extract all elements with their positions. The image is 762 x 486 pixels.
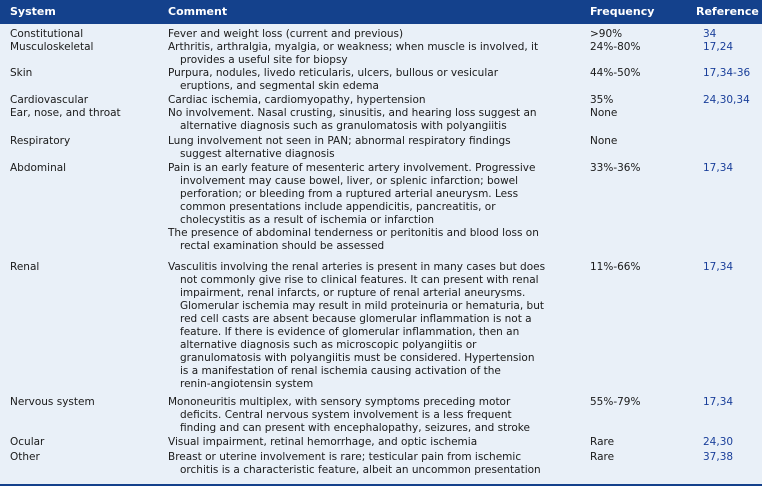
comment-line: orchitis is a characteristic feature, albeit an uncommon presentation: [180, 464, 541, 476]
reference-link[interactable]: 34: [703, 28, 717, 40]
comment-line: Vasculitis involving the renal arteries is present in many cases but does: [168, 261, 546, 273]
col-header-comment: Comment: [168, 5, 228, 18]
comment-line: feature. If there is evidence of glomerular inflammation, then an: [180, 326, 520, 338]
comment-line: Lung involvement not seen in PAN; abnormal respiratory findings: [168, 135, 511, 147]
comment-line: eruptions, and segmental skin edema: [180, 80, 379, 92]
comment-line: No involvement. Nasal crusting, sinusitis, and hearing loss suggest an: [168, 107, 537, 119]
comment-cell: [168, 396, 530, 435]
comment-cell: [168, 162, 539, 253]
system-cell: Ocular: [10, 436, 45, 448]
comment-cell: [168, 41, 538, 67]
comment-line: Arthritis, arthralgia, myalgia, or weakness; when muscle is involved, it: [168, 41, 539, 53]
comment-line: not commonly give rise to clinical features. It can present with renal: [180, 274, 539, 286]
comment-cell: [168, 107, 537, 133]
frequency-cell: 11%-66%: [590, 261, 641, 273]
comment-line: red cell casts are absent because glomerular inflammation is not a: [180, 313, 532, 325]
reference-link[interactable]: 17,34: [703, 396, 734, 408]
reference-link[interactable]: 37,38: [703, 451, 734, 463]
comment-cell: [168, 436, 477, 449]
comment-line: cholecystitis as a result of ischemia or infarction: [180, 214, 435, 226]
system-cell: Nervous system: [10, 396, 95, 408]
reference-link[interactable]: 17,24: [703, 41, 734, 53]
system-cell: Renal: [10, 261, 40, 273]
system-cell: Abdominal: [10, 162, 67, 174]
comment-line: granulomatosis with polyangiitis must be considered. Hypertension: [180, 352, 535, 364]
system-cell: Constitutional: [10, 28, 84, 40]
col-header-reference: Reference: [696, 5, 759, 18]
reference-link[interactable]: 24,30,34: [703, 94, 750, 106]
comment-line: alternative diagnosis such as microscopic polyangiitis or: [180, 339, 477, 351]
comment-line: provides a useful site for biopsy: [180, 54, 348, 66]
reference-link[interactable]: 17,34: [703, 162, 734, 174]
comment-line: impairment, renal infarcts, or rupture of renal arterial aneurysms.: [180, 287, 526, 299]
comment-line: Pain is an early feature of mesenteric artery involvement. Progressive: [168, 162, 536, 174]
comment-line: Purpura, nodules, livedo reticularis, ulcers, bullous or vesicular: [168, 67, 499, 79]
comment-line: is a manifestation of renal ischemia causing activation of the: [180, 365, 501, 377]
comment-cell: [168, 135, 511, 161]
frequency-cell: None: [590, 135, 618, 147]
system-cell: Skin: [10, 67, 33, 79]
frequency-cell: None: [590, 107, 618, 119]
system-cell: Other: [10, 451, 40, 463]
table-header: [0, 0, 762, 24]
comment-cell: [168, 451, 541, 477]
comment-line: finding and can present with encephalopathy, seizures, and stroke: [180, 422, 530, 434]
frequency-cell: >90%: [590, 28, 623, 40]
frequency-cell: 44%-50%: [590, 67, 641, 79]
system-cell: Cardiovascular: [10, 94, 89, 106]
comment-line: Fever and weight loss (current and previous): [168, 28, 404, 40]
comment-line: rectal examination should be assessed: [180, 240, 385, 252]
comment-cell: [168, 67, 498, 93]
comment-line: Breast or uterine involvement is rare; testicular pain from ischemic: [168, 451, 522, 463]
comment-line: Visual impairment, retinal hemorrhage, and optic ischemia: [168, 436, 478, 448]
frequency-cell: 24%-80%: [590, 41, 641, 53]
comment-cell: [168, 28, 403, 41]
comment-cell: [168, 261, 545, 391]
comment-line: suggest alternative diagnosis: [180, 148, 335, 160]
reference-link[interactable]: 17,34-36: [703, 67, 751, 79]
system-cell: Respiratory: [10, 135, 71, 147]
comment-line: deficits. Central nervous system involvement is a less frequent: [180, 409, 512, 421]
comment-line: renin-angiotensin system: [180, 378, 314, 390]
reference-link[interactable]: 24,30: [703, 436, 734, 448]
system-cell: Musculoskeletal: [10, 41, 94, 53]
reference-link[interactable]: 17,34: [703, 261, 734, 273]
col-header-frequency: Frequency: [590, 5, 655, 18]
frequency-cell: 33%-36%: [590, 162, 641, 174]
comment-line: involvement may cause bowel, liver, or splenic infarction; bowel: [180, 175, 519, 187]
frequency-cell: Rare: [590, 436, 615, 448]
comment-line: The presence of abdominal tenderness or peritonitis and blood loss on: [168, 227, 539, 239]
comment-line: common presentations include appendicitis, pancreatitis, or: [180, 201, 496, 213]
comment-line: perforation; or bleeding from a ruptured arterial aneurysm. Less: [180, 188, 519, 200]
comment-line: Mononeuritis multiplex, with sensory symptoms preceding motor: [168, 396, 511, 408]
frequency-cell: Rare: [590, 451, 615, 463]
comment-line: Glomerular ischemia may result in mild proteinuria or hematuria, but: [180, 300, 544, 312]
frequency-cell: 55%-79%: [590, 396, 641, 408]
comment-line: alternative diagnosis such as granulomatosis with polyangiitis: [180, 120, 507, 132]
system-cell: Ear, nose, and throat: [10, 107, 121, 119]
col-header-system: System: [10, 5, 56, 18]
comment-line: Cardiac ischemia, cardiomyopathy, hypertension: [168, 94, 426, 106]
comment-cell: [168, 94, 426, 107]
frequency-cell: 35%: [590, 94, 614, 106]
